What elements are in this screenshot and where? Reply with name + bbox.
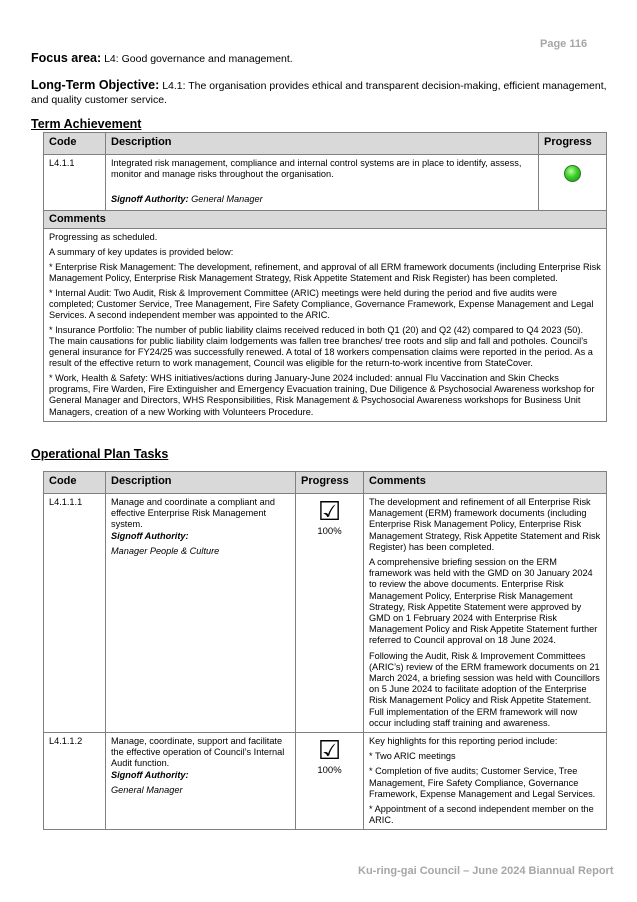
comments-body — [44, 229, 607, 422]
signoff-value: General Manager — [191, 194, 263, 205]
task-progress-cell — [296, 733, 364, 830]
task-code: L4.1.1.2 — [44, 733, 106, 830]
task-row — [44, 494, 607, 733]
header-comments: Comments — [364, 472, 607, 494]
header-description: Description — [106, 472, 296, 494]
page-number: Page 116 — [540, 38, 588, 50]
task-comment: The development and refinement of all Enterprise Risk Management (ERM) framework documents (including Enterprise Risk Management Policy, Enterprise Risk Management Strategy, Risk Appetite Statement and Risk Register) has been completed. — [369, 497, 601, 552]
task-description-cell — [106, 494, 296, 733]
task-description: Manage and coordinate a compliant and effective Enterprise Risk Management system. — [111, 497, 275, 530]
row-code: L4.1.1 — [44, 155, 106, 211]
signoff-label: Signoff Authority: — [111, 769, 189, 780]
task-signoff-label — [111, 770, 290, 781]
comments-header-row — [44, 211, 607, 229]
row-description: Integrated risk management, compliance and internal control systems are in place to identify, assess, monitor and manage risks throughout the organisation. — [111, 158, 522, 180]
operational-plan-table — [43, 471, 607, 830]
task-code: L4.1.1.1 — [44, 494, 106, 733]
task-row — [44, 733, 607, 830]
report-footer: Ku-ring-gai Council – June 2024 Biannual Report — [358, 865, 614, 877]
header-description: Description — [106, 133, 539, 155]
objective-label: Long-Term Objective: — [31, 78, 160, 92]
task-comment: Following the Audit, Risk & Improvement Committees (ARIC’s) review of the ERM framework documents on 21 March 2024, a briefing session was held with Councillors on 5 June 2024 to facilitate adoption of the Enterprise Risk Management Policy and Risk Appetite Statement. Full implementation of the ERM framework will now occur including staff training and awareness. — [369, 650, 600, 728]
term-achievement-header-row — [44, 133, 607, 155]
term-achievement-table — [43, 132, 607, 422]
header-progress: Progress — [296, 472, 364, 494]
signoff — [111, 194, 533, 205]
row-progress-cell — [539, 155, 607, 211]
row-description-cell — [106, 155, 539, 211]
operational-plan-header-row — [44, 472, 607, 494]
objective-text: : The organisation provides ethical and transparent decision-making, efficient management, and quality customer service. — [31, 80, 607, 106]
operational-plan-heading: Operational Plan Tasks — [31, 447, 169, 461]
comment-paragraph: * Internal Audit: Two Audit, Risk & Improvement Committee (ARIC) meetings were held during the period and five audits were completed; Customer Service, Tree Management, Fire Safety Compliance, Governance Framework, Expense Management and Legal Services. A second independent member was appointed to the ARIC. — [49, 287, 594, 320]
task-comment: Key highlights for this reporting period include: — [369, 736, 558, 747]
task-progress-percent: 100% — [317, 765, 342, 777]
comment-paragraph: Progressing as scheduled. — [49, 232, 158, 243]
checkbox-checked-icon: ☑ — [317, 735, 342, 766]
header-code: Code — [44, 133, 106, 155]
checkbox-checked-icon: ☑ — [317, 496, 342, 526]
term-achievement-row — [44, 155, 607, 211]
long-term-objective — [31, 79, 611, 107]
focus-area-code: L4 — [104, 53, 116, 65]
signoff-label: Signoff Authority: — [111, 530, 189, 541]
task-description-cell — [106, 733, 296, 830]
task-signoff-label — [111, 531, 290, 542]
signoff-label: Signoff Authority: — [111, 194, 189, 205]
task-comment: * Two ARIC meetings — [369, 751, 456, 762]
task-comments-cell — [364, 494, 607, 733]
header-code: Code — [44, 472, 106, 494]
comment-paragraph: * Insurance Portfolio: The number of public liability claims received reduced in both Q1 (20) and Q2 (42) compared to Q4 2023 (50). The main causations for public liability claim lodgements was fallen tree branches/ tree roots and slip and fall and potholes. Council’s general insurance for FY24/25 was successfully renewed. A total of 18 workers compensation claims were reported in the period. As a result of the effective return to work management, Council was eligible for the return-to-work incentive from StateCover. — [49, 324, 593, 369]
header-progress: Progress — [539, 133, 607, 155]
term-achievement-heading: Term Achievement — [31, 117, 142, 131]
focus-area-text: : Good governance and management. — [115, 53, 293, 65]
task-comment: * Completion of five audits; Customer Service, Tree Management, Fire Safety Compliance, Governance Framework, Expense Management and Legal Services. — [369, 766, 596, 799]
comment-paragraph: * Work, Health & Safety: WHS initiatives/actions during January-June 2024 included: annual Flu Vaccination and Skin Checks programs, Fire Warden, Fire Extinguisher and Emergency Evacuation training, Due Diligence & Psychosocial Awareness workshop for General Manager and Directors, WHS Responsibilities, Risk Management & Psychosocial Awareness workshops for Business Unit Managers, creation of a new Working with Volunteers Procedure. — [49, 372, 595, 417]
task-comments-cell — [364, 733, 607, 830]
comment-paragraph: * Enterprise Risk Management: The development, refinement, and approval of all ERM framework documents (including Enterprise Risk Management Policy, Enterprise Risk Management Strategy, Risk Appetite Statement and Risk Register) has been completed. — [49, 261, 601, 283]
task-comment: * Appointment of a second independent member on the ARIC. — [369, 804, 594, 826]
task-signoff-value: General Manager — [111, 784, 183, 795]
task-progress-cell — [296, 494, 364, 733]
task-progress-percent: 100% — [317, 526, 342, 537]
task-comment: A comprehensive briefing session on the ERM framework was held with the GMD on 30 January 2024 to review the above documents. Enterprise Risk Management Policy, Enterprise Risk Management Strategy, Risk Appetite Statement were approved by GMD on 1 February 2024 with Enterprise Risk Management Policy and Risk Appetite Statement further referred to Council approval on 18 June 2024. — [369, 557, 598, 646]
focus-area — [31, 52, 611, 66]
task-signoff-value: Manager People & Culture — [111, 545, 220, 556]
comment-paragraph: A summary of key updates is provided below: — [49, 246, 234, 257]
comments-row — [44, 229, 607, 422]
focus-area-label: Focus area: — [31, 51, 102, 65]
comments-header: Comments — [44, 211, 607, 229]
green-status-indicator-icon — [564, 165, 581, 182]
objective-code: L4.1 — [162, 80, 183, 92]
task-description: Manage, coordinate, support and facilitate the effective operation of Council’s Internal Audit function. — [111, 736, 285, 769]
